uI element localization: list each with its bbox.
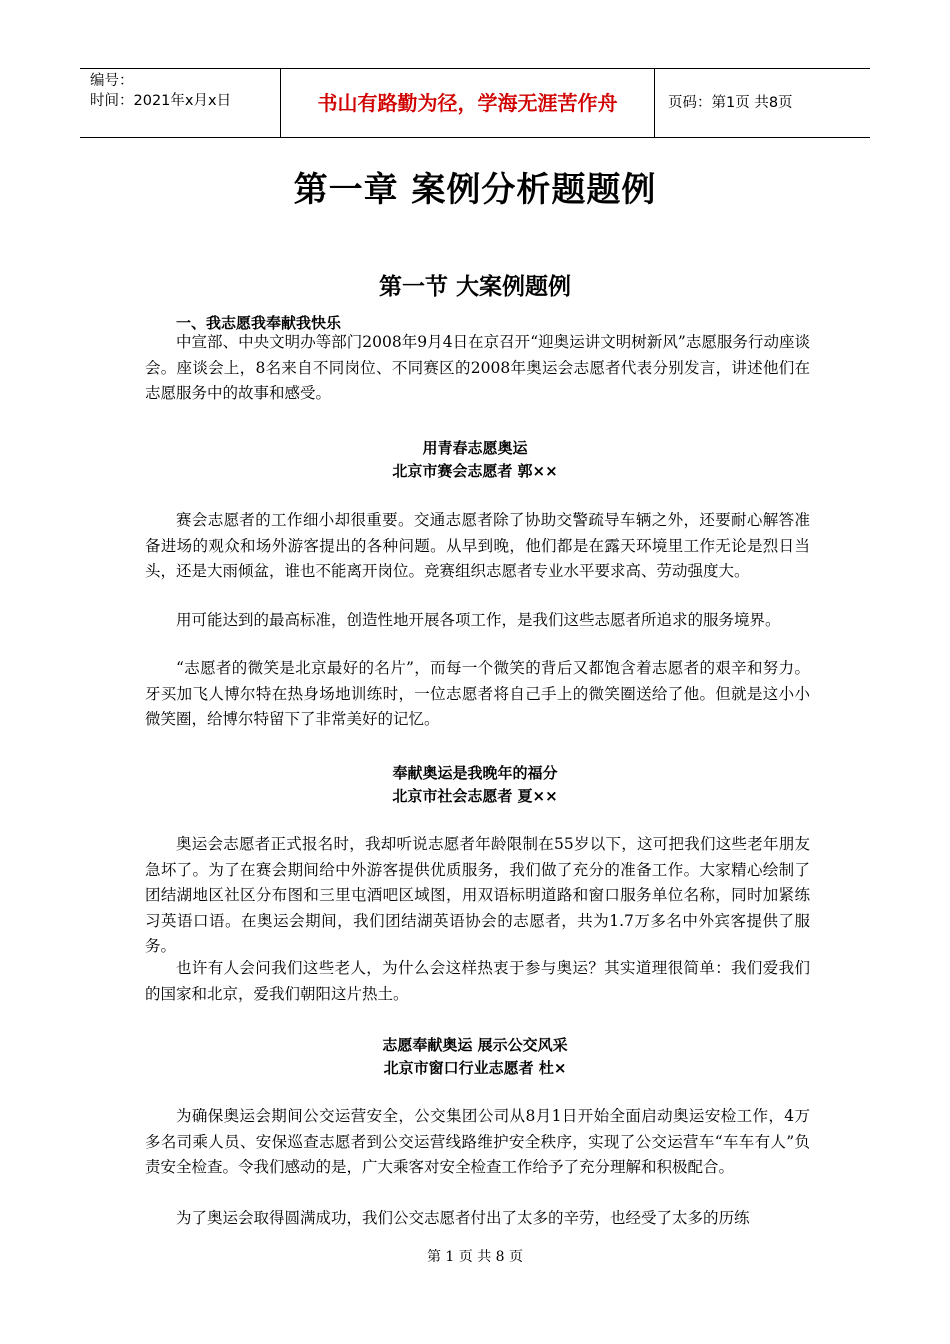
document-header [80,68,870,138]
header-page-info: 页码：第1页 共8页 [668,95,793,111]
story-3-paragraph-2: 为了奥运会取得圆满成功，我们公交志愿者付出了太多的辛劳，也经受了太多的历练 [176,1209,750,1227]
intro-paragraph: 中宣部、中央文明办等部门2008年9月4日在京召开“迎奥运讲文明树新风”志愿服务行动座谈会。座谈会上，8名来自不同岗位、不同赛区的2008年奥运会志愿者代表分别发言，讲述他们在志愿服务中的故事和感受。 [145,333,810,402]
story-3-paragraph-1: 为确保奥运会期间公交运营安全，公交集团公司从8月1日开始全面启动奥运安检工作，4万多名司乘人员、安保巡查志愿者到公交运营线路维护安全秩序，实现了公交运营车“车车有人”负责安全检查。令我们感动的是，广大乘客对安全检查工作给予了充分理解和积极配合。 [145,1107,810,1176]
story-1-paragraph-3: “志愿者的微笑是北京最好的名片”，而每一个微笑的背后又都饱含着志愿者的艰辛和努力。牙买加飞人博尔特在热身场地训练时，一位志愿者将自己手上的微笑圈送给了他。但就是这小小微笑圈，给博尔特留下了非常美好的记忆。 [145,659,810,728]
story-2-author: 北京市社会志愿者 夏×× [392,787,558,805]
header-motto: 书山有路勤为径，学海无涯苦作舟 [280,69,655,137]
header-number: 编号： [90,73,134,89]
header-meta [90,71,231,111]
section-title: 第一节 大案例题例 [378,274,571,300]
story-2-title: 奉献奥运是我晚年的福分 [392,764,558,782]
story-3-author: 北京市窗口行业志愿者 杜× [383,1059,567,1077]
story-1-paragraph-2: 用可能达到的最高标准，创造性地开展各项工作，是我们这些志愿者所追求的服务境界。 [176,611,781,629]
chapter-title: 第一章 案例分析题题例 [293,170,657,210]
story-2-paragraph-1: 奥运会志愿者正式报名时，我却听说志愿者年龄限制在55岁以下，这可把我们这些老年朋友急坏了。为了在赛会期间给中外游客提供优质服务，我们做了充分的准备工作。大家精心绘制了团结湖地区社区分布图和三里屯酒吧区域图，用双语标明道路和窗口服务单位名称，同时加紧练习英语口语。在奥运会期间，我们团结湖英语协会的志愿者，共为1.7万多名中外宾客提供了服务。 [145,835,810,955]
story-1-author: 北京市赛会志愿者 郭×× [392,462,558,480]
story-1-title: 用青春志愿奥运 [422,439,528,457]
page-footer: 第 1 页 共 8 页 [426,1249,524,1265]
story-3-title: 志愿奉献奥运 展示公交风采 [382,1036,568,1054]
story-1-paragraph-1: 赛会志愿者的工作细小却很重要。交通志愿者除了协助交警疏导车辆之外，还要耐心解答准备进场的观众和场外游客提出的各种问题。从早到晚，他们都是在露天环境里工作无论是烈日当头，还是大雨倾盆，谁也不能离开岗位。竞赛组织志愿者专业水平要求高、劳动强度大。 [145,511,810,580]
section-heading: 一、我志愿我奉献我快乐 [176,314,342,332]
header-time: 时间：2021年x月x日 [90,93,232,109]
story-2-paragraph-2: 也许有人会问我们这些老人，为什么会这样热衷于参与奥运？其实道理很简单：我们爱我们的国家和北京，爱我们朝阳这片热土。 [145,959,810,1003]
